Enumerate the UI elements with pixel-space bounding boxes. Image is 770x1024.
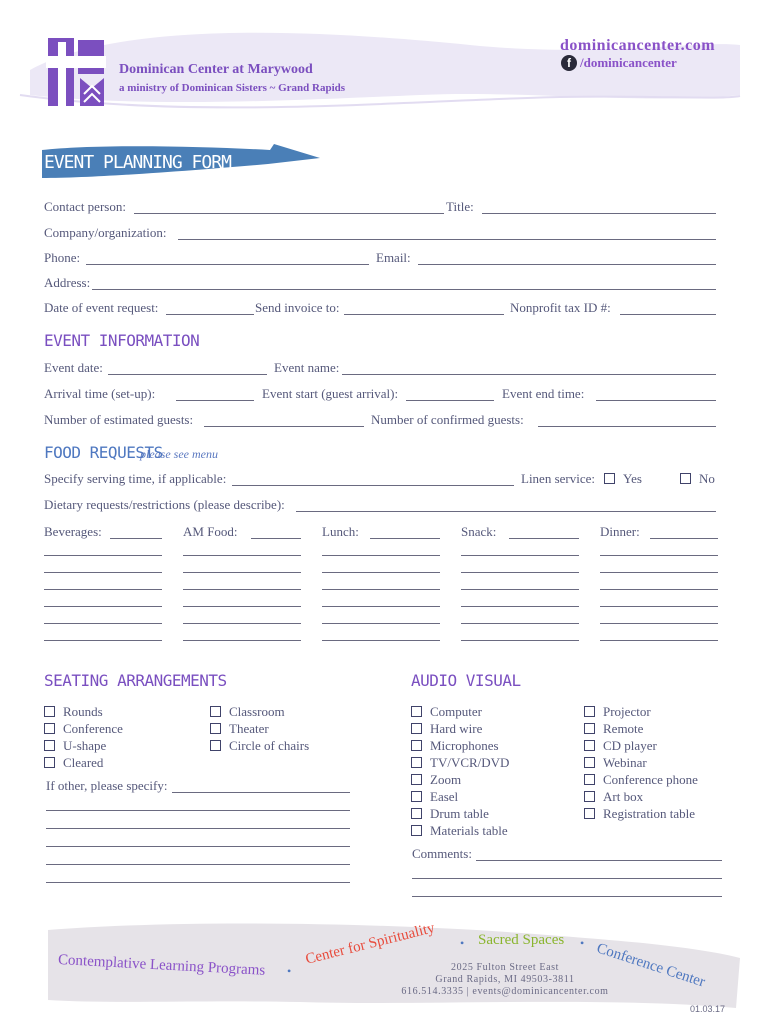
checkbox-option[interactable] — [210, 721, 269, 737]
checkbox-label: Easel — [430, 789, 459, 804]
footer-sacred: Sacred Spaces — [478, 932, 565, 948]
conf-guests-field[interactable] — [538, 426, 716, 427]
event-start-label: Event start (guest arrival): — [262, 386, 399, 401]
food-field[interactable] — [183, 640, 301, 641]
food-field[interactable] — [461, 606, 579, 607]
email-label: Email: — [376, 250, 411, 265]
checkbox-option[interactable] — [411, 755, 509, 771]
event-end-label: Event end time: — [502, 386, 585, 401]
food-column-label: AM Food: — [183, 524, 238, 539]
checkbox-icon[interactable] — [584, 723, 595, 734]
checkbox-icon[interactable] — [411, 825, 422, 836]
footer-dot-2: • — [460, 936, 465, 950]
food-field[interactable] — [322, 589, 440, 590]
tax-id-label: Nonprofit tax ID #: — [510, 300, 611, 315]
checkbox-label: Art box — [603, 789, 644, 804]
event-start-field[interactable] — [406, 400, 494, 401]
food-note: please see menu — [140, 447, 218, 461]
food-field[interactable] — [650, 538, 718, 539]
dietary-field[interactable] — [296, 511, 716, 512]
email-field[interactable] — [418, 264, 716, 265]
tax-id-field[interactable] — [620, 314, 716, 315]
checkbox-icon[interactable] — [584, 740, 595, 751]
food-field[interactable] — [322, 572, 440, 573]
footer-dot-3: • — [580, 936, 585, 950]
checkbox-label: Microphones — [430, 738, 499, 753]
arrival-label: Arrival time (set-up): — [44, 386, 156, 401]
org-name: Dominican Center at Marywood — [119, 62, 313, 77]
checkbox-icon[interactable] — [44, 706, 55, 717]
food-field[interactable] — [461, 555, 579, 556]
dietary-label: Dietary requests/restrictions (please describe): — [44, 497, 285, 512]
checkbox-icon[interactable] — [210, 723, 221, 734]
food-field[interactable] — [322, 606, 440, 607]
checkbox-label: Zoom — [430, 772, 462, 787]
checkbox-label: Materials table — [430, 823, 508, 838]
checkbox-icon[interactable] — [411, 757, 422, 768]
checkbox-icon[interactable] — [411, 723, 422, 734]
address-field[interactable] — [92, 289, 716, 290]
checkbox-label: Rounds — [63, 704, 103, 719]
arrival-field[interactable] — [176, 400, 254, 401]
company-label: Company/organization: — [44, 225, 167, 240]
footer-address-2: Grand Rapids, MI 49503-3811 — [435, 974, 575, 985]
checkbox-label: TV/VCR/DVD — [430, 755, 510, 770]
event-name-field[interactable] — [342, 374, 716, 375]
seating-other-label: If other, please specify: — [46, 778, 168, 793]
address-label: Address: — [44, 275, 91, 290]
food-field[interactable] — [44, 640, 162, 641]
checkbox-label: Classroom — [229, 704, 285, 719]
food-field[interactable] — [322, 555, 440, 556]
food-field[interactable] — [183, 589, 301, 590]
food-column-label: Lunch: — [322, 524, 359, 539]
checkbox-icon[interactable] — [411, 706, 422, 717]
facebook-handle[interactable]: /dominicancenter — [580, 55, 677, 70]
seating-other-line[interactable] — [46, 882, 350, 883]
checkbox-option[interactable] — [411, 721, 482, 737]
comments-field-3[interactable] — [412, 896, 722, 897]
seating-other-line[interactable] — [46, 810, 350, 811]
food-column-label: Snack: — [461, 524, 497, 539]
food-field[interactable] — [600, 623, 718, 624]
food-field[interactable] — [461, 623, 579, 624]
food-field[interactable] — [183, 555, 301, 556]
checkbox-option[interactable] — [584, 721, 643, 737]
checkbox-label: Conference phone — [603, 772, 698, 787]
checkbox-icon[interactable] — [44, 757, 55, 768]
checkbox-icon[interactable] — [584, 757, 595, 768]
checkbox-option[interactable] — [44, 721, 123, 737]
event-name-label: Event name: — [274, 360, 340, 375]
food-heading: FOOD REQUESTS — [44, 443, 163, 462]
company-field[interactable] — [178, 239, 716, 240]
comments-field[interactable] — [476, 860, 722, 861]
food-field[interactable] — [461, 640, 579, 641]
comments-field-2[interactable] — [412, 878, 722, 879]
food-field[interactable] — [600, 640, 718, 641]
checkbox-icon[interactable] — [210, 740, 221, 751]
food-field[interactable] — [44, 606, 162, 607]
linen-no-option[interactable]: No — [680, 471, 715, 487]
food-field[interactable] — [461, 572, 579, 573]
food-field[interactable] — [44, 555, 162, 556]
food-field[interactable] — [251, 538, 301, 539]
checkbox-option[interactable] — [584, 738, 657, 754]
checkbox-option[interactable] — [411, 704, 482, 720]
food-field[interactable] — [600, 555, 718, 556]
contact-person-label: Contact person: — [44, 199, 126, 214]
checkbox-label: Webinar — [603, 755, 647, 770]
event-date-field[interactable] — [108, 374, 267, 375]
checkbox-icon[interactable] — [411, 774, 422, 785]
checkbox-icon[interactable] — [584, 706, 595, 717]
serving-time-field[interactable] — [232, 485, 514, 486]
checkbox-option[interactable] — [411, 789, 458, 805]
event-date-label: Event date: — [44, 360, 103, 375]
logo-icon — [46, 38, 108, 108]
checkbox-icon[interactable] — [44, 740, 55, 751]
title-label: Title: — [446, 199, 474, 214]
checkbox-label: Projector — [603, 704, 651, 719]
checkbox-icon[interactable] — [604, 473, 615, 484]
seating-heading: SEATING ARRANGEMENTS — [44, 671, 227, 690]
seating-other-line[interactable] — [46, 846, 350, 847]
footer-contemplative: Contemplative Learning Programs — [57, 952, 266, 979]
checkbox-option[interactable] — [584, 704, 651, 720]
facebook-icon[interactable]: f — [561, 55, 577, 71]
food-field[interactable] — [110, 538, 162, 539]
checkbox-icon[interactable] — [584, 791, 595, 802]
checkbox-label: Remote — [603, 721, 644, 736]
checkbox-option[interactable] — [44, 755, 103, 771]
food-column-label: Dinner: — [600, 524, 640, 539]
form-title: EVENT PLANNING FORM — [44, 152, 231, 173]
checkbox-icon[interactable] — [411, 808, 422, 819]
est-guests-label: Number of estimated guests: — [44, 412, 194, 427]
seating-other-line[interactable] — [46, 864, 350, 865]
checkbox-label: U-shape — [63, 738, 107, 753]
food-field[interactable] — [183, 606, 301, 607]
checkbox-option[interactable] — [411, 806, 489, 822]
event-end-field[interactable] — [596, 400, 716, 401]
checkbox-option[interactable] — [210, 738, 309, 754]
checkbox-option[interactable] — [44, 738, 106, 754]
phone-label: Phone: — [44, 250, 81, 265]
checkbox-option[interactable] — [411, 772, 461, 788]
website-link[interactable]: dominicancenter.com — [560, 37, 716, 54]
footer-contact[interactable]: 616.514.3335 | events@dominicancenter.com — [401, 986, 609, 997]
checkbox-option[interactable] — [584, 772, 698, 788]
serving-time-label: Specify serving time, if applicable: — [44, 471, 227, 486]
checkbox-label: Hard wire — [430, 721, 483, 736]
checkbox-option[interactable] — [210, 704, 285, 720]
comments-label: Comments: — [412, 846, 472, 861]
food-field[interactable] — [600, 589, 718, 590]
food-field[interactable] — [370, 538, 440, 539]
footer-conference: Conference Center — [594, 940, 707, 991]
checkbox-label: Theater — [229, 721, 269, 736]
food-field[interactable] — [600, 606, 718, 607]
checkbox-label: Conference — [63, 721, 123, 736]
checkbox-label: CD player — [603, 738, 657, 753]
version-number: 01.03.17 — [690, 1004, 726, 1014]
est-guests-field[interactable] — [204, 426, 364, 427]
checkbox-icon[interactable] — [584, 808, 595, 819]
checkbox-icon[interactable] — [411, 740, 422, 751]
title-field[interactable] — [482, 213, 716, 214]
checkbox-label: Drum table — [430, 806, 489, 821]
date-request-label: Date of event request: — [44, 300, 159, 315]
send-invoice-label: Send invoice to: — [255, 300, 340, 315]
checkbox-label: Registration table — [603, 806, 696, 821]
food-field[interactable] — [44, 623, 162, 624]
seating-other-field[interactable] — [172, 792, 350, 793]
food-field[interactable] — [183, 572, 301, 573]
footer-dot-1: • — [287, 964, 292, 978]
contact-person-field[interactable] — [134, 213, 444, 214]
checkbox-option[interactable] — [584, 755, 647, 771]
checkbox-option[interactable] — [44, 704, 103, 720]
checkbox-option[interactable] — [584, 806, 695, 822]
footer-spirituality: Center for Spirituality — [303, 920, 437, 968]
footer-address-1: 2025 Fulton Street East — [451, 962, 559, 973]
checkbox-icon[interactable] — [210, 706, 221, 717]
checkbox-icon[interactable] — [680, 473, 691, 484]
date-request-field[interactable] — [166, 314, 254, 315]
av-heading: AUDIO VISUAL — [411, 671, 521, 690]
food-field[interactable] — [322, 640, 440, 641]
tagline: a ministry of Dominican Sisters ~ Grand Rapids — [119, 82, 346, 94]
checkbox-label: Cleared — [63, 755, 104, 770]
linen-yes-option[interactable]: Yes — [604, 471, 642, 487]
checkbox-option[interactable] — [411, 738, 499, 754]
food-field[interactable] — [44, 572, 162, 573]
checkbox-icon[interactable] — [411, 791, 422, 802]
linen-label: Linen service: — [521, 471, 595, 486]
checkbox-icon[interactable] — [584, 774, 595, 785]
food-field[interactable] — [461, 589, 579, 590]
checkbox-label: Computer — [430, 704, 482, 719]
send-invoice-field[interactable] — [344, 314, 504, 315]
food-field[interactable] — [44, 589, 162, 590]
checkbox-option[interactable] — [584, 789, 643, 805]
event-info-heading: EVENT INFORMATION — [44, 331, 200, 350]
food-column-label: Beverages: — [44, 524, 102, 539]
food-field[interactable] — [183, 623, 301, 624]
conf-guests-label: Number of confirmed guests: — [371, 412, 524, 427]
food-field[interactable] — [322, 623, 440, 624]
checkbox-icon[interactable] — [44, 723, 55, 734]
checkbox-label: Circle of chairs — [229, 738, 310, 753]
food-field[interactable] — [600, 572, 718, 573]
food-field[interactable] — [509, 538, 579, 539]
seating-other-line[interactable] — [46, 828, 350, 829]
checkbox-option[interactable] — [411, 823, 508, 839]
phone-field[interactable] — [86, 264, 369, 265]
